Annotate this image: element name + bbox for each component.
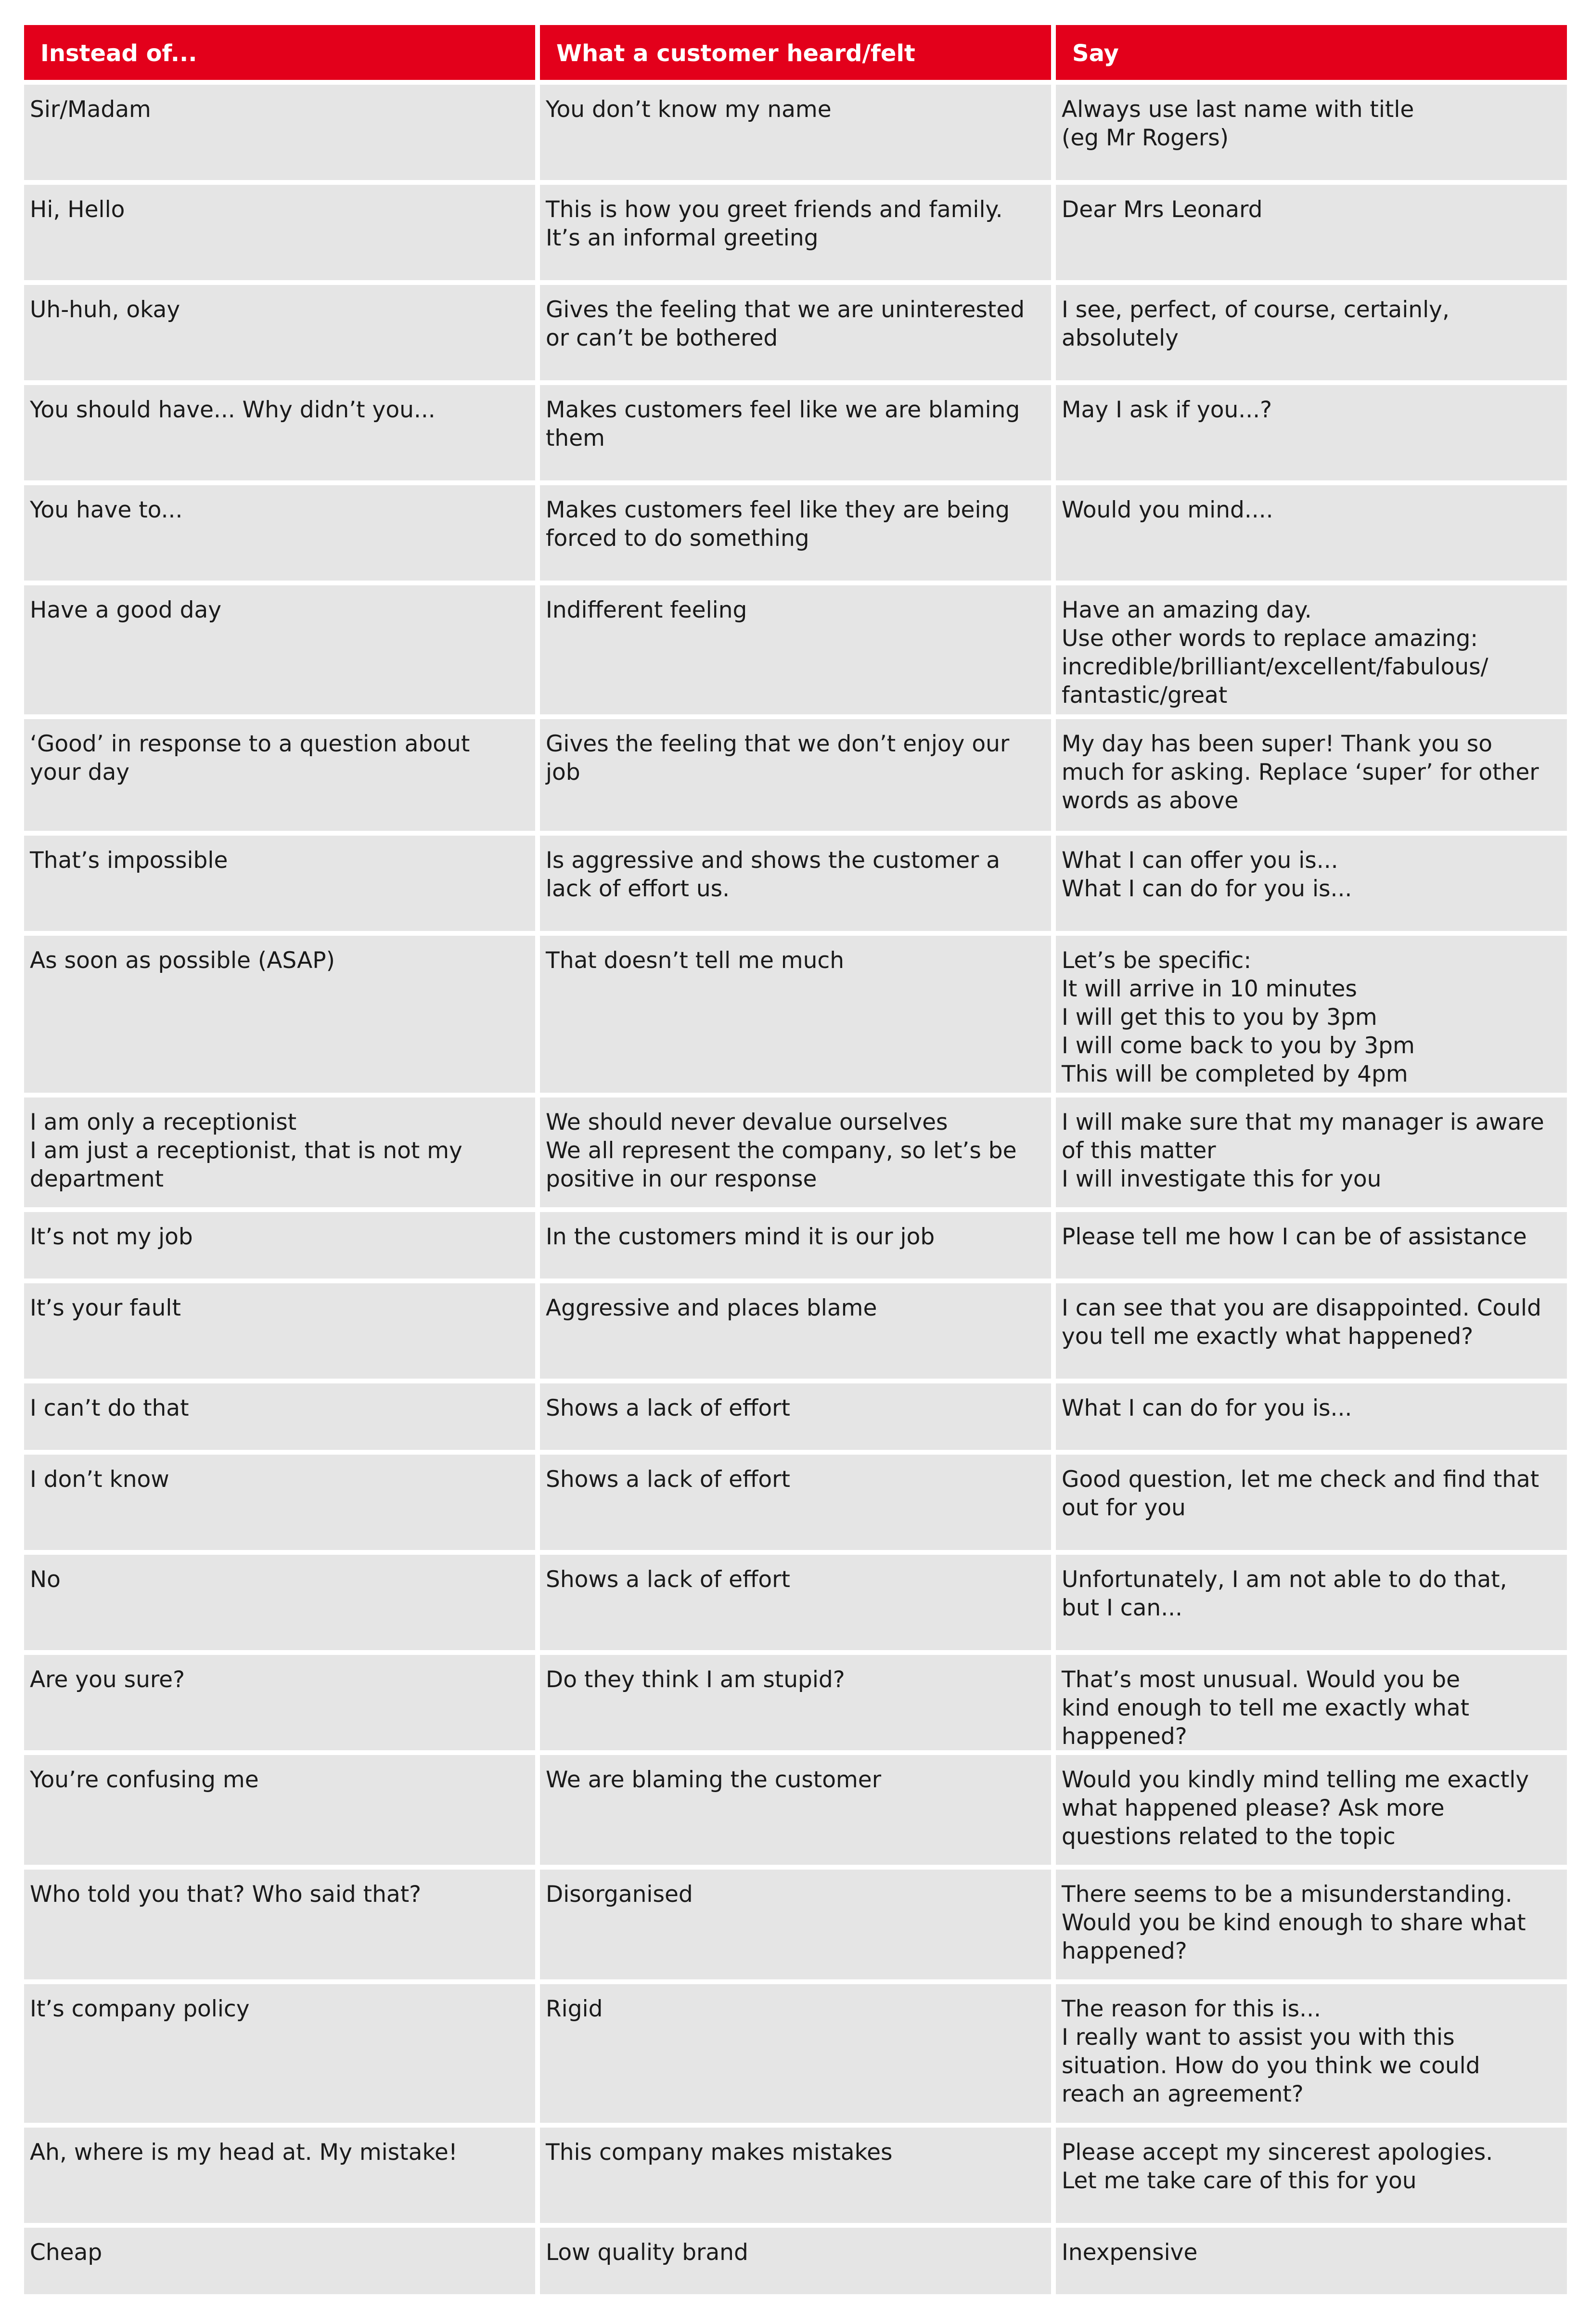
cell-instead-of: No (24, 1555, 535, 1650)
cell-say: Unfortunately, I am not able to do that, but I can... (1056, 1555, 1567, 1650)
cell-customer-heard: Makes customers feel like they are being forced to do something (540, 485, 1051, 581)
cell-instead-of: As soon as possible (ASAP) (24, 936, 535, 1093)
cell-customer-heard: In the customers mind it is our job (540, 1212, 1051, 1278)
cell-say: Always use last name with title (eg Mr Rogers) (1056, 85, 1567, 180)
cell-customer-heard: Do they think I am stupid? (540, 1655, 1051, 1750)
cell-customer-heard: Shows a lack of effort (540, 1455, 1051, 1550)
cell-customer-heard: This is how you greet friends and family. It’s an informal greeting (540, 185, 1051, 280)
cell-customer-heard: Is aggressive and shows the customer a lack of effort us. (540, 836, 1051, 931)
cell-customer-heard: We are blaming the customer (540, 1755, 1051, 1865)
cell-say: That’s most unusual. Would you be kind enough to tell me exactly what happened? (1056, 1655, 1567, 1750)
cell-say: What I can do for you is... (1056, 1383, 1567, 1450)
cell-customer-heard: Gives the feeling that we are uninterested or can’t be bothered (540, 285, 1051, 380)
cell-customer-heard: Rigid (540, 1984, 1051, 2123)
cell-customer-heard: Shows a lack of effort (540, 1555, 1051, 1650)
cell-say: Good question, let me check and find that out for you (1056, 1455, 1567, 1550)
header-customer-heard: What a customer heard/felt (540, 25, 1051, 80)
cell-instead-of: ‘Good’ in response to a question about your day (24, 719, 535, 831)
cell-say: Have an amazing day. Use other words to replace amazing: incredible/brilliant/excellent/fabulous/ fantastic/great (1056, 585, 1567, 714)
cell-instead-of: Who told you that? Who said that? (24, 1870, 535, 1979)
cell-instead-of: It’s your fault (24, 1283, 535, 1379)
cell-say: Let’s be specific: It will arrive in 10 minutes I will get this to you by 3pm I will come back to you by 3pm This will be completed by 4pm (1056, 936, 1567, 1093)
cell-say: There seems to be a misunderstanding. Would you be kind enough to share what happened? (1056, 1870, 1567, 1979)
cell-customer-heard: Aggressive and places blame (540, 1283, 1051, 1379)
cell-say: Would you kindly mind telling me exactly what happened please? Ask more questions related to the topic (1056, 1755, 1567, 1865)
cell-instead-of: Are you sure? (24, 1655, 535, 1750)
cell-instead-of: I don’t know (24, 1455, 535, 1550)
cell-say: I will make sure that my manager is aware of this matter I will investigate this for you (1056, 1097, 1567, 1207)
header-instead-of: Instead of... (24, 25, 535, 80)
cell-say: Inexpensive (1056, 2228, 1567, 2294)
cell-instead-of: Cheap (24, 2228, 535, 2294)
cell-customer-heard: Gives the feeling that we don’t enjoy our job (540, 719, 1051, 831)
cell-customer-heard: Disorganised (540, 1870, 1051, 1979)
cell-instead-of: Hi, Hello (24, 185, 535, 280)
cell-instead-of: Sir/Madam (24, 85, 535, 180)
cell-customer-heard: We should never devalue ourselves We all represent the company, so let’s be positive in our response (540, 1097, 1051, 1207)
cell-say: My day has been super! Thank you so much for asking. Replace ‘super’ for other words as above (1056, 719, 1567, 831)
cell-say: I see, perfect, of course, certainly, absolutely (1056, 285, 1567, 380)
header-say: Say (1056, 25, 1567, 80)
cell-instead-of: Uh-huh, okay (24, 285, 535, 380)
cell-say: What I can offer you is... What I can do for you is... (1056, 836, 1567, 931)
cell-customer-heard: This company makes mistakes (540, 2128, 1051, 2223)
cell-customer-heard: Indifferent feeling (540, 585, 1051, 714)
cell-instead-of: You have to... (24, 485, 535, 581)
cell-customer-heard: Shows a lack of effort (540, 1383, 1051, 1450)
cell-say: The reason for this is... I really want to assist you with this situation. How do you think we could reach an agreement? (1056, 1984, 1567, 2123)
cell-customer-heard: Makes customers feel like we are blaming them (540, 385, 1051, 480)
phrase-table (24, 25, 1567, 2299)
cell-customer-heard: Low quality brand (540, 2228, 1051, 2294)
cell-say: Please tell me how I can be of assistance (1056, 1212, 1567, 1278)
cell-say: I can see that you are disappointed. Could you tell me exactly what happened? (1056, 1283, 1567, 1379)
cell-say: Would you mind.... (1056, 485, 1567, 581)
cell-say: Dear Mrs Leonard (1056, 185, 1567, 280)
cell-instead-of: Have a good day (24, 585, 535, 714)
cell-instead-of: You’re confusing me (24, 1755, 535, 1865)
cell-instead-of: Ah, where is my head at. My mistake! (24, 2128, 535, 2223)
cell-instead-of: I am only a receptionist I am just a receptionist, that is not my department (24, 1097, 535, 1207)
cell-say: May I ask if you...? (1056, 385, 1567, 480)
cell-instead-of: You should have... Why didn’t you... (24, 385, 535, 480)
cell-customer-heard: That doesn’t tell me much (540, 936, 1051, 1093)
cell-customer-heard: You don’t know my name (540, 85, 1051, 180)
cell-instead-of: That’s impossible (24, 836, 535, 931)
cell-say: Please accept my sincerest apologies. Let me take care of this for you (1056, 2128, 1567, 2223)
cell-instead-of: I can’t do that (24, 1383, 535, 1450)
cell-instead-of: It’s company policy (24, 1984, 535, 2123)
cell-instead-of: It’s not my job (24, 1212, 535, 1278)
